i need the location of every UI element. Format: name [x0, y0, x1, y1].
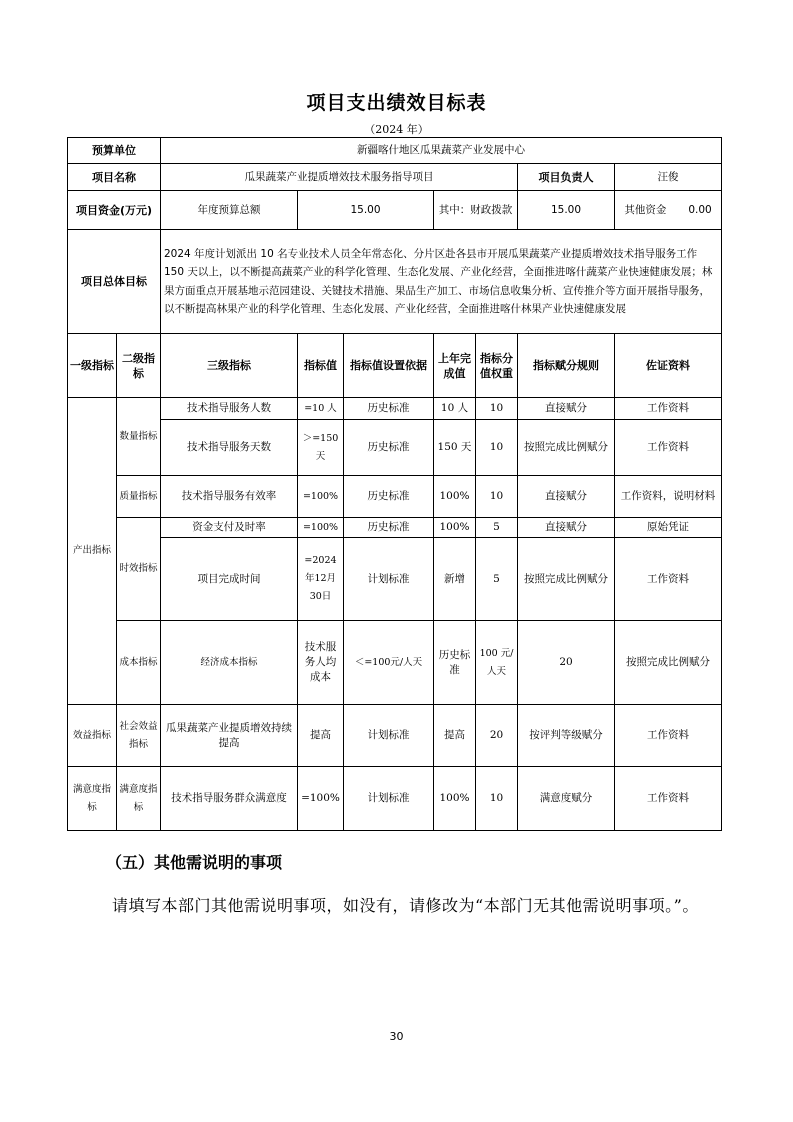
rule-cell: 按照完成比例赋分	[615, 621, 722, 705]
table-row	[68, 476, 722, 518]
year-label: （2024 年）	[364, 123, 429, 136]
value-cell: =100%	[298, 518, 344, 538]
group-quality: 质量指标	[117, 476, 161, 518]
last-year-cell: 100%	[434, 518, 476, 538]
basis-cell: 计划标准	[344, 767, 434, 831]
header-value: 指标值	[298, 334, 344, 398]
project-name-value: 瓜果蔬菜产业提质增效技术服务指导项目	[161, 164, 518, 191]
last-year-cell: 100 元/人天	[476, 621, 518, 705]
table-row	[68, 538, 722, 621]
leader-value: 汪俊	[615, 164, 722, 191]
header-level2: 二级指标	[117, 334, 161, 398]
last-year-cell: 新增	[434, 538, 476, 621]
weight-cell: 5	[476, 538, 518, 621]
annual-total-value: 15.00	[298, 191, 434, 230]
basis-cell: 计划标准	[344, 705, 434, 767]
evidence-cell: 工作资料	[615, 538, 722, 621]
level3-cell: 技术指导服务有效率	[161, 476, 298, 518]
level3-cell: 技术指导服务群众满意度	[161, 767, 298, 831]
header-level3: 三级指标	[161, 334, 298, 398]
last-year-cell: 提高	[434, 705, 476, 767]
header-last-year: 上年完成值	[434, 334, 476, 398]
evidence-cell: 工作资料	[615, 767, 722, 831]
level3-cell: 技术指导服务人数	[161, 398, 298, 420]
value-cell: =100%	[298, 767, 344, 831]
other-funds-cell	[615, 191, 722, 230]
rule-cell: 按评判等级赋分	[518, 705, 615, 767]
project-name-label: 项目名称	[68, 164, 161, 191]
budget-unit-label: 预算单位	[68, 138, 161, 164]
rule-cell: 按照完成比例赋分	[518, 420, 615, 476]
value-cell: =10 人	[298, 398, 344, 420]
table-row	[68, 767, 722, 831]
body-paragraph: 请填写本部门其他需说明事项，如没有，请修改为“本部门无其他需说明事项。”。	[112, 896, 699, 915]
last-year-cell: 10 人	[434, 398, 476, 420]
evidence-cell: 工作资料	[615, 398, 722, 420]
basis-cell: 历史标准	[344, 420, 434, 476]
weight-cell: 20	[518, 621, 615, 705]
fiscal-label: 其中：财政拨款	[434, 191, 518, 230]
group-satisfaction-l2: 满意度指标	[117, 767, 161, 831]
level3-cell: 技术服务人均成本	[298, 621, 344, 705]
level3-cell: 项目完成时间	[161, 538, 298, 621]
group-quantity: 数量指标	[117, 398, 161, 476]
basis-cell: 历史标准	[344, 398, 434, 420]
group-benefit: 效益指标	[68, 705, 117, 767]
evidence-cell: 原始凭证	[615, 518, 722, 538]
value-cell: ＞=150天	[298, 420, 344, 476]
weight-cell: 10	[476, 767, 518, 831]
group-social-benefit: 社会效益指标	[117, 705, 161, 767]
group-output: 产出指标	[68, 398, 117, 705]
table-row	[68, 398, 722, 420]
last-year-cell: 150 天	[434, 420, 476, 476]
budget-unit-value: 新疆喀什地区瓜果蔬菜产业发展中心	[161, 138, 722, 164]
weight-cell: 5	[476, 518, 518, 538]
performance-table	[67, 137, 722, 831]
last-year-cell: 100%	[434, 767, 476, 831]
annual-total-label: 年度预算总额	[161, 191, 298, 230]
group-timeliness: 时效指标	[117, 518, 161, 621]
group-satisfaction: 满意度指标	[68, 767, 117, 831]
last-year-cell: 100%	[434, 476, 476, 518]
level3-cell: 资金支付及时率	[161, 518, 298, 538]
value-cell: ＜=100元/人天	[344, 621, 434, 705]
level3-cell: 技术指导服务天数	[161, 420, 298, 476]
table-row	[68, 705, 722, 767]
header-level1: 一级指标	[68, 334, 117, 398]
rule-cell: 按照完成比例赋分	[518, 538, 615, 621]
value-cell: =2024年12月30日	[298, 538, 344, 621]
rule-cell: 直接赋分	[518, 518, 615, 538]
group-economic-cost: 经济成本指标	[161, 621, 298, 705]
level3-cell: 瓜果蔬菜产业提质增效持续提高	[161, 705, 298, 767]
other-funds-label: 其他资金	[624, 203, 667, 216]
evidence-cell: 工作资料	[615, 705, 722, 767]
weight-cell: 10	[476, 476, 518, 518]
funds-label: 项目资金(万元)	[68, 191, 161, 230]
header-evidence: 佐证资料	[615, 334, 722, 398]
overall-goal-text: 2024 年度计划派出 10 名专业技术人员全年常态化、分片区赴各县市开展瓜果蔬菜产业提质增效技术指导服务工作 150 天以上，以不断提高蔬菜产业的科学化管理、生态化发展、产业化经营，全面推进喀什蔬菜产业快速健康发展；林果方面重点开展基地示范园建设、关键技术措施、果品生产加工、市场信息收集分析、宣传推介等方面开展指导服务，以不断提高林果产业的科学化管理、生态化发展、产业化经营，全面推进喀什林果产业快速健康发展	[161, 230, 722, 334]
table-row	[68, 518, 722, 538]
weight-cell: 20	[476, 705, 518, 767]
value-cell: =100%	[298, 476, 344, 518]
leader-label: 项目负责人	[518, 164, 615, 191]
rule-cell: 直接赋分	[518, 476, 615, 518]
value-cell: 提高	[298, 705, 344, 767]
page-title: 项目支出绩效目标表	[306, 92, 487, 114]
header-rule: 指标赋分规则	[518, 334, 615, 398]
header-weight: 指标分值权重	[476, 334, 518, 398]
fiscal-value: 15.00	[518, 191, 615, 230]
table-row	[68, 621, 722, 705]
weight-cell: 10	[476, 420, 518, 476]
evidence-cell: 工作资料，说明材料	[615, 476, 722, 518]
rule-cell: 满意度赋分	[518, 767, 615, 831]
page-number: 30	[389, 1030, 404, 1043]
overall-goal-label: 项目总体目标	[68, 230, 161, 334]
table-row	[68, 420, 722, 476]
header-basis: 指标值设置依据	[344, 334, 434, 398]
group-cost: 成本指标	[117, 621, 161, 705]
basis-cell: 历史标准	[344, 476, 434, 518]
basis-cell: 历史标准	[434, 621, 476, 705]
weight-cell: 10	[476, 398, 518, 420]
evidence-cell: 工作资料	[615, 420, 722, 476]
rule-cell: 直接赋分	[518, 398, 615, 420]
other-funds-value: 0.00	[688, 203, 712, 216]
basis-cell: 计划标准	[344, 538, 434, 621]
basis-cell: 历史标准	[344, 518, 434, 538]
section-heading: （五）其他需说明的事项	[106, 853, 283, 872]
